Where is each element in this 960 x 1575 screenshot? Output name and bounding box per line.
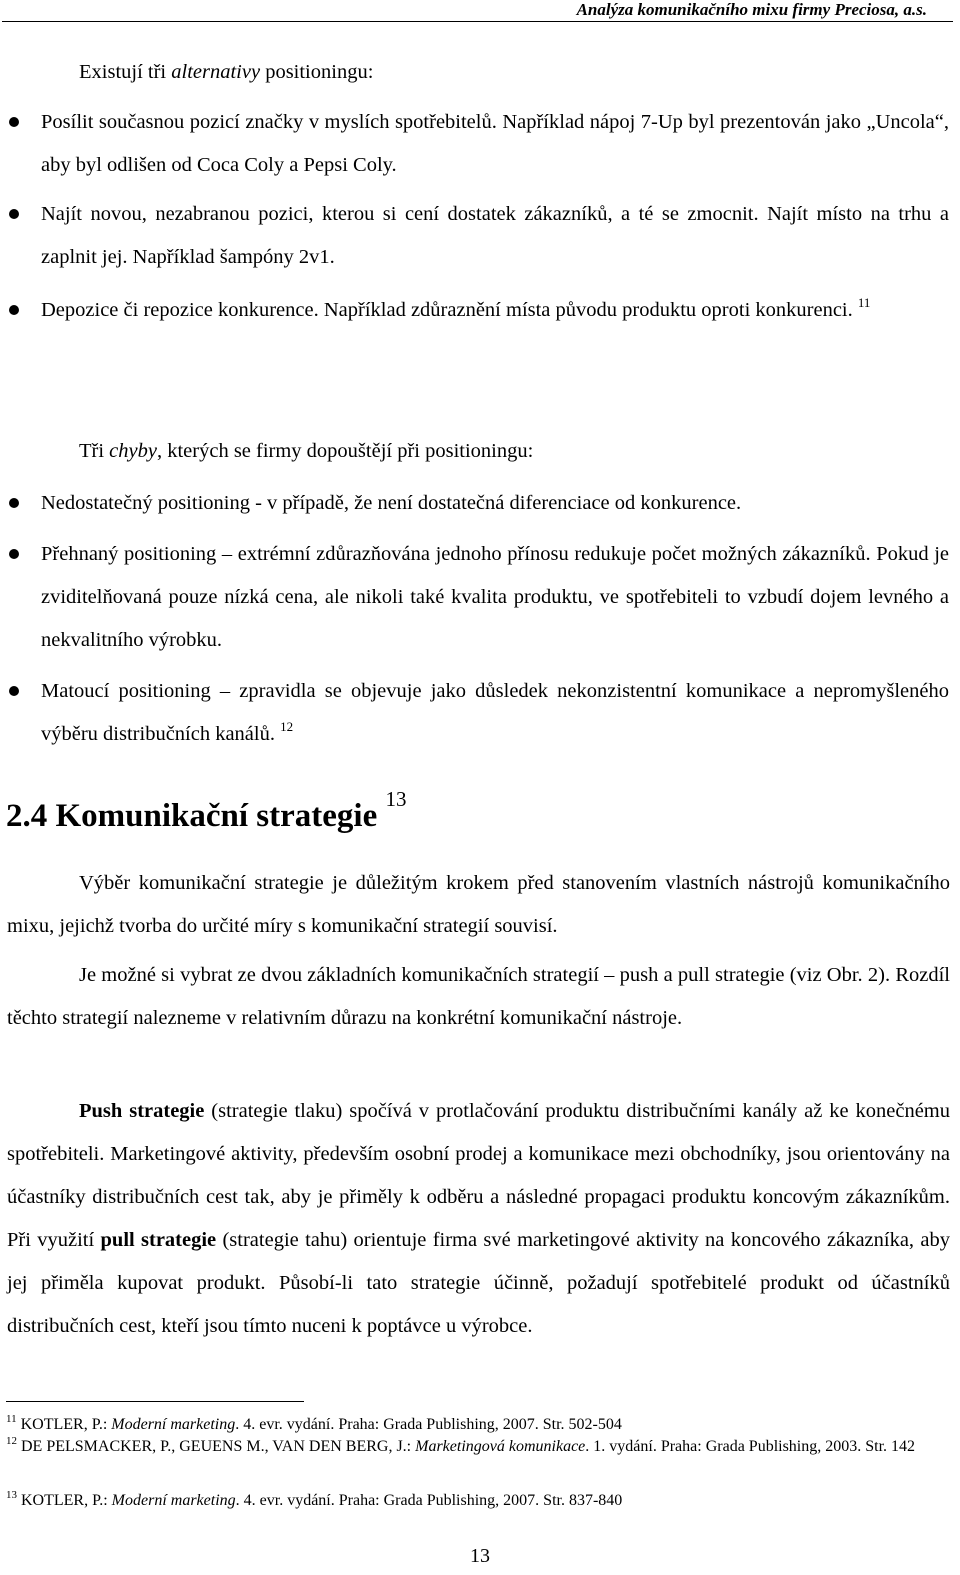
bullet-icon — [9, 209, 19, 219]
footnote-rule — [6, 1401, 304, 1402]
alternatives-item-3: Depozice či repozice konkurence. Například zdůraznění místa původu produktu oproti konkurenci. $^{11}$ — [41, 289, 949, 332]
footnote-12: $^{12}$ DE PELSMACKER, P., GEUENS M., VAN DEN BERG, J.: Marketingová komunikace. 1. vydání. Praha: Grada Publishing, 2003. Str. 142 — [6, 1435, 916, 1455]
header-rule — [2, 21, 953, 22]
paragraph-2: Je možné si vybrat ze dvou základních komunikačních strategií – push a pull strategie (viz Obr. 2). Rozdíl těchto strategií nalezneme v relativním důrazu na konkrétní komunikační nástroje. — [7, 964, 950, 1029]
bullet-icon — [9, 498, 19, 508]
section-heading: 2.4 Komunikační strategie $^{13}$ — [6, 787, 407, 834]
alternatives-intro: Existují tři alternativy positioningu: — [79, 61, 374, 83]
errors-item-3: Matoucí positioning – zpravidla se objevuje jako důsledek nekonzistentní komunikace a nepromyšleného výběru distribučních kanálů. $^{12}$ — [41, 670, 949, 756]
alternatives-item-2: Najít novou, nezabranou pozici, kterou si cení dostatek zákazníků, a té se zmocnit. Najít místo na trhu a zaplnit jej. Například šampóny 2v1. — [41, 193, 949, 279]
bullet-icon — [9, 305, 19, 315]
paragraph-1: Výběr komunikační strategie je důležitým krokem před stanovením vlastních nástrojů komunikačního mixu, jejichž tvorba do určité míry s komunikační strategií souvisí. — [7, 872, 950, 937]
errors-intro: Tři chyby, kterých se firmy dopouštějí při positioningu: — [79, 440, 534, 462]
footnote-11: $^{11}$ KOTLER, P.: Moderní marketing. 4. evr. vydání. Praha: Grada Publishing, 2007. Str. 502-504 — [6, 1413, 622, 1433]
page-number: 13 — [470, 1545, 490, 1567]
footnote-ref: 13 — [385, 787, 407, 811]
footnote-13: $^{13}$ KOTLER, P.: Moderní marketing. 4. evr. vydání. Praha: Grada Publishing, 2007. Str. 837-840 — [6, 1489, 623, 1509]
page-header — [0, 0, 953, 20]
bullet-icon — [9, 549, 19, 559]
errors-item-1: Nedostatečný positioning - v případě, že není dostatečná diferenciace od konkurence. — [41, 482, 949, 525]
alternatives-item-1: Posílit současnou pozicí značky v myslích spotřebitelů. Například nápoj 7-Up byl prezentován jako „Uncola“, aby byl odlišen od Coca Coly a Pepsi Coly. — [41, 101, 949, 187]
bullet-icon — [9, 117, 19, 127]
footnote-ref: 12 — [280, 719, 294, 734]
paragraph-3: Push strategie (strategie tlaku) spočívá v protlačování produktu distribučními kanály až ke konečnému spotřebiteli. Marketingové aktivity, především osobní prodej a komunikace mezi obchodníky, jsou orientovány na účastníky distribučních cest tak, aby je přiměly k odběru a následné propagaci produktu koncovým zákazníkům. Při využití pull strategie (strategie tahu) orientuje firma své marketingové aktivity na koncového zákazníka, aby jej přiměla kupovat produkt. Působí-li tato strategie účinně, požadují spotřebitelé produkt od účastníků distribučních cest, kteří jsou tímto nuceni k poptávce u výrobce. — [7, 1100, 950, 1337]
errors-item-2: Přehnaný positioning – extrémní zdůrazňována jednoho přínosu redukuje počet možných zákazníků. Pokud je zviditelňovaná pouze nízká cena, ale nikoli také kvalita produktu, ve spotřebiteli to vzbudí dojem levného a nekvalitního výrobku. — [41, 533, 949, 662]
footnote-ref: 11 — [857, 295, 871, 310]
bullet-icon — [9, 686, 19, 696]
header-title: Analýza komunikačního mixu firmy Preciosa, a.s. — [576, 0, 927, 19]
